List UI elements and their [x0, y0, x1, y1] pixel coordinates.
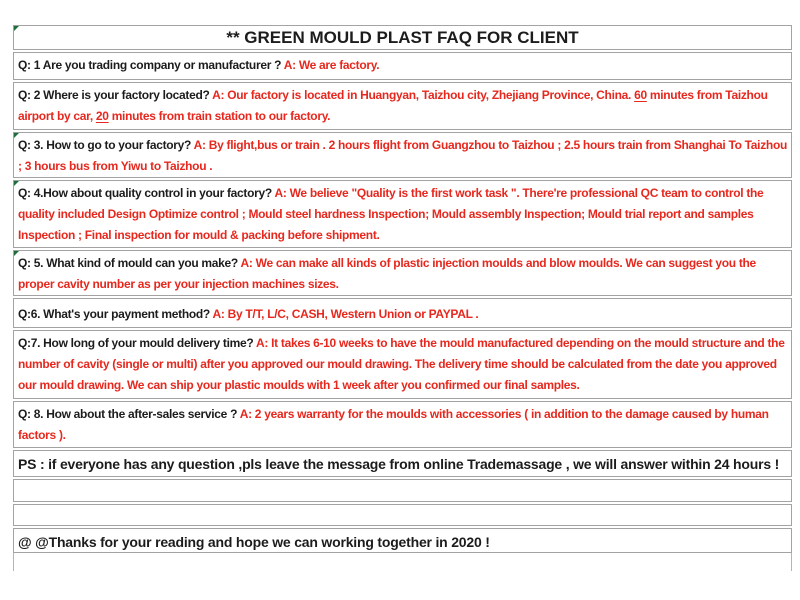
underlined-number: 20 — [95, 109, 109, 123]
empty-row — [13, 479, 792, 502]
faq-table — [13, 25, 792, 571]
answer-segment: A: It takes 6-10 weeks to have the mould manufactured depending on the mould structure and the number of cavity (single or multi) after you approved our mould drawing. The delivery time should be calculated from the date you approved our mould drawing. We can ship your plastic moulds with 1 week after you confirmed our final samples. — [18, 336, 785, 392]
answer-segment: A: Our factory is located in Huangyan, Taizhou city, Zhejiang Province, China. — [212, 88, 635, 102]
question-text: Q: 1 Are you trading company or manufacturer ? — [18, 58, 284, 72]
empty-row — [13, 504, 792, 526]
table-tail-border — [13, 553, 792, 571]
answer-segment: A: 2 years warranty for the moulds with accessories ( in addition to the damage caused by human factors ). — [18, 407, 769, 442]
answer-text — [284, 58, 380, 72]
cell-corner-marker — [14, 181, 19, 186]
answer-segment: A: By T/T, L/C, CASH, Western Union or PAYPAL . — [212, 307, 479, 321]
question-text: Q:7. How long of your mould delivery time? — [18, 336, 257, 350]
question-text: Q:6. What's your payment method? — [18, 307, 213, 321]
note-text: PS : if everyone has any question ,pls leave the message from online Trademassage , we will answer within 24 hours ! — [18, 456, 780, 472]
faq-row — [13, 330, 792, 399]
question-text: Q: 3. How to go to your factory? — [18, 138, 194, 152]
faq-row — [13, 132, 792, 178]
answer-segment: A: We believe "Quality is the first work task ". There're professional QC team to control the quality included Design Optimize control ; Mould steel hardness Inspection; Mould assembly Inspection; Mould trial report and samples Inspection ; Final inspection for mould & packing before shipment. — [18, 186, 764, 242]
answer-segment: A: We can make all kinds of plastic injection moulds and blow moulds. We can suggest you the proper cavity number as per your injection machines sizes. — [18, 256, 756, 291]
cell-corner-marker — [14, 133, 19, 138]
faq-row — [13, 180, 792, 248]
underlined-number: 60 — [634, 88, 647, 102]
faq-row — [13, 401, 792, 448]
question-text: Q: 8. How about the after-sales service ? — [18, 407, 240, 421]
question-text: Q: 5. What kind of mould can you make? — [18, 256, 241, 270]
answer-segment: A: By flight,bus or train . 2 hours flight from Guangzhou to Taizhou ; 2.5 hours train from Shanghai To Taizhou ; 3 hours bus from Yiwu to Taizhou . — [18, 138, 788, 173]
answer-text — [213, 307, 479, 321]
question-text: Q: 2 Where is your factory located? — [18, 88, 213, 102]
note-text: @ @Thanks for your reading and hope we can working together in 2020 ! — [18, 534, 490, 550]
note-row — [13, 528, 792, 553]
page-title: ** GREEN MOULD PLAST FAQ FOR CLIENT — [226, 28, 579, 47]
cell-corner-marker — [14, 26, 19, 31]
question-text: Q: 4.How about quality control in your factory? — [18, 186, 275, 200]
answer-segment: A: We are factory. — [283, 58, 380, 72]
answer-segment: minutes from train station to our factory. — [108, 109, 331, 123]
faq-row — [13, 52, 792, 80]
cell-corner-marker — [14, 251, 19, 256]
answer-segment: minutes from Taizhou airport by car, — [18, 88, 768, 123]
faq-row — [13, 82, 792, 130]
faq-row — [13, 298, 792, 328]
faq-row — [13, 250, 792, 296]
faq-title-row — [13, 25, 792, 50]
note-row — [13, 450, 792, 477]
